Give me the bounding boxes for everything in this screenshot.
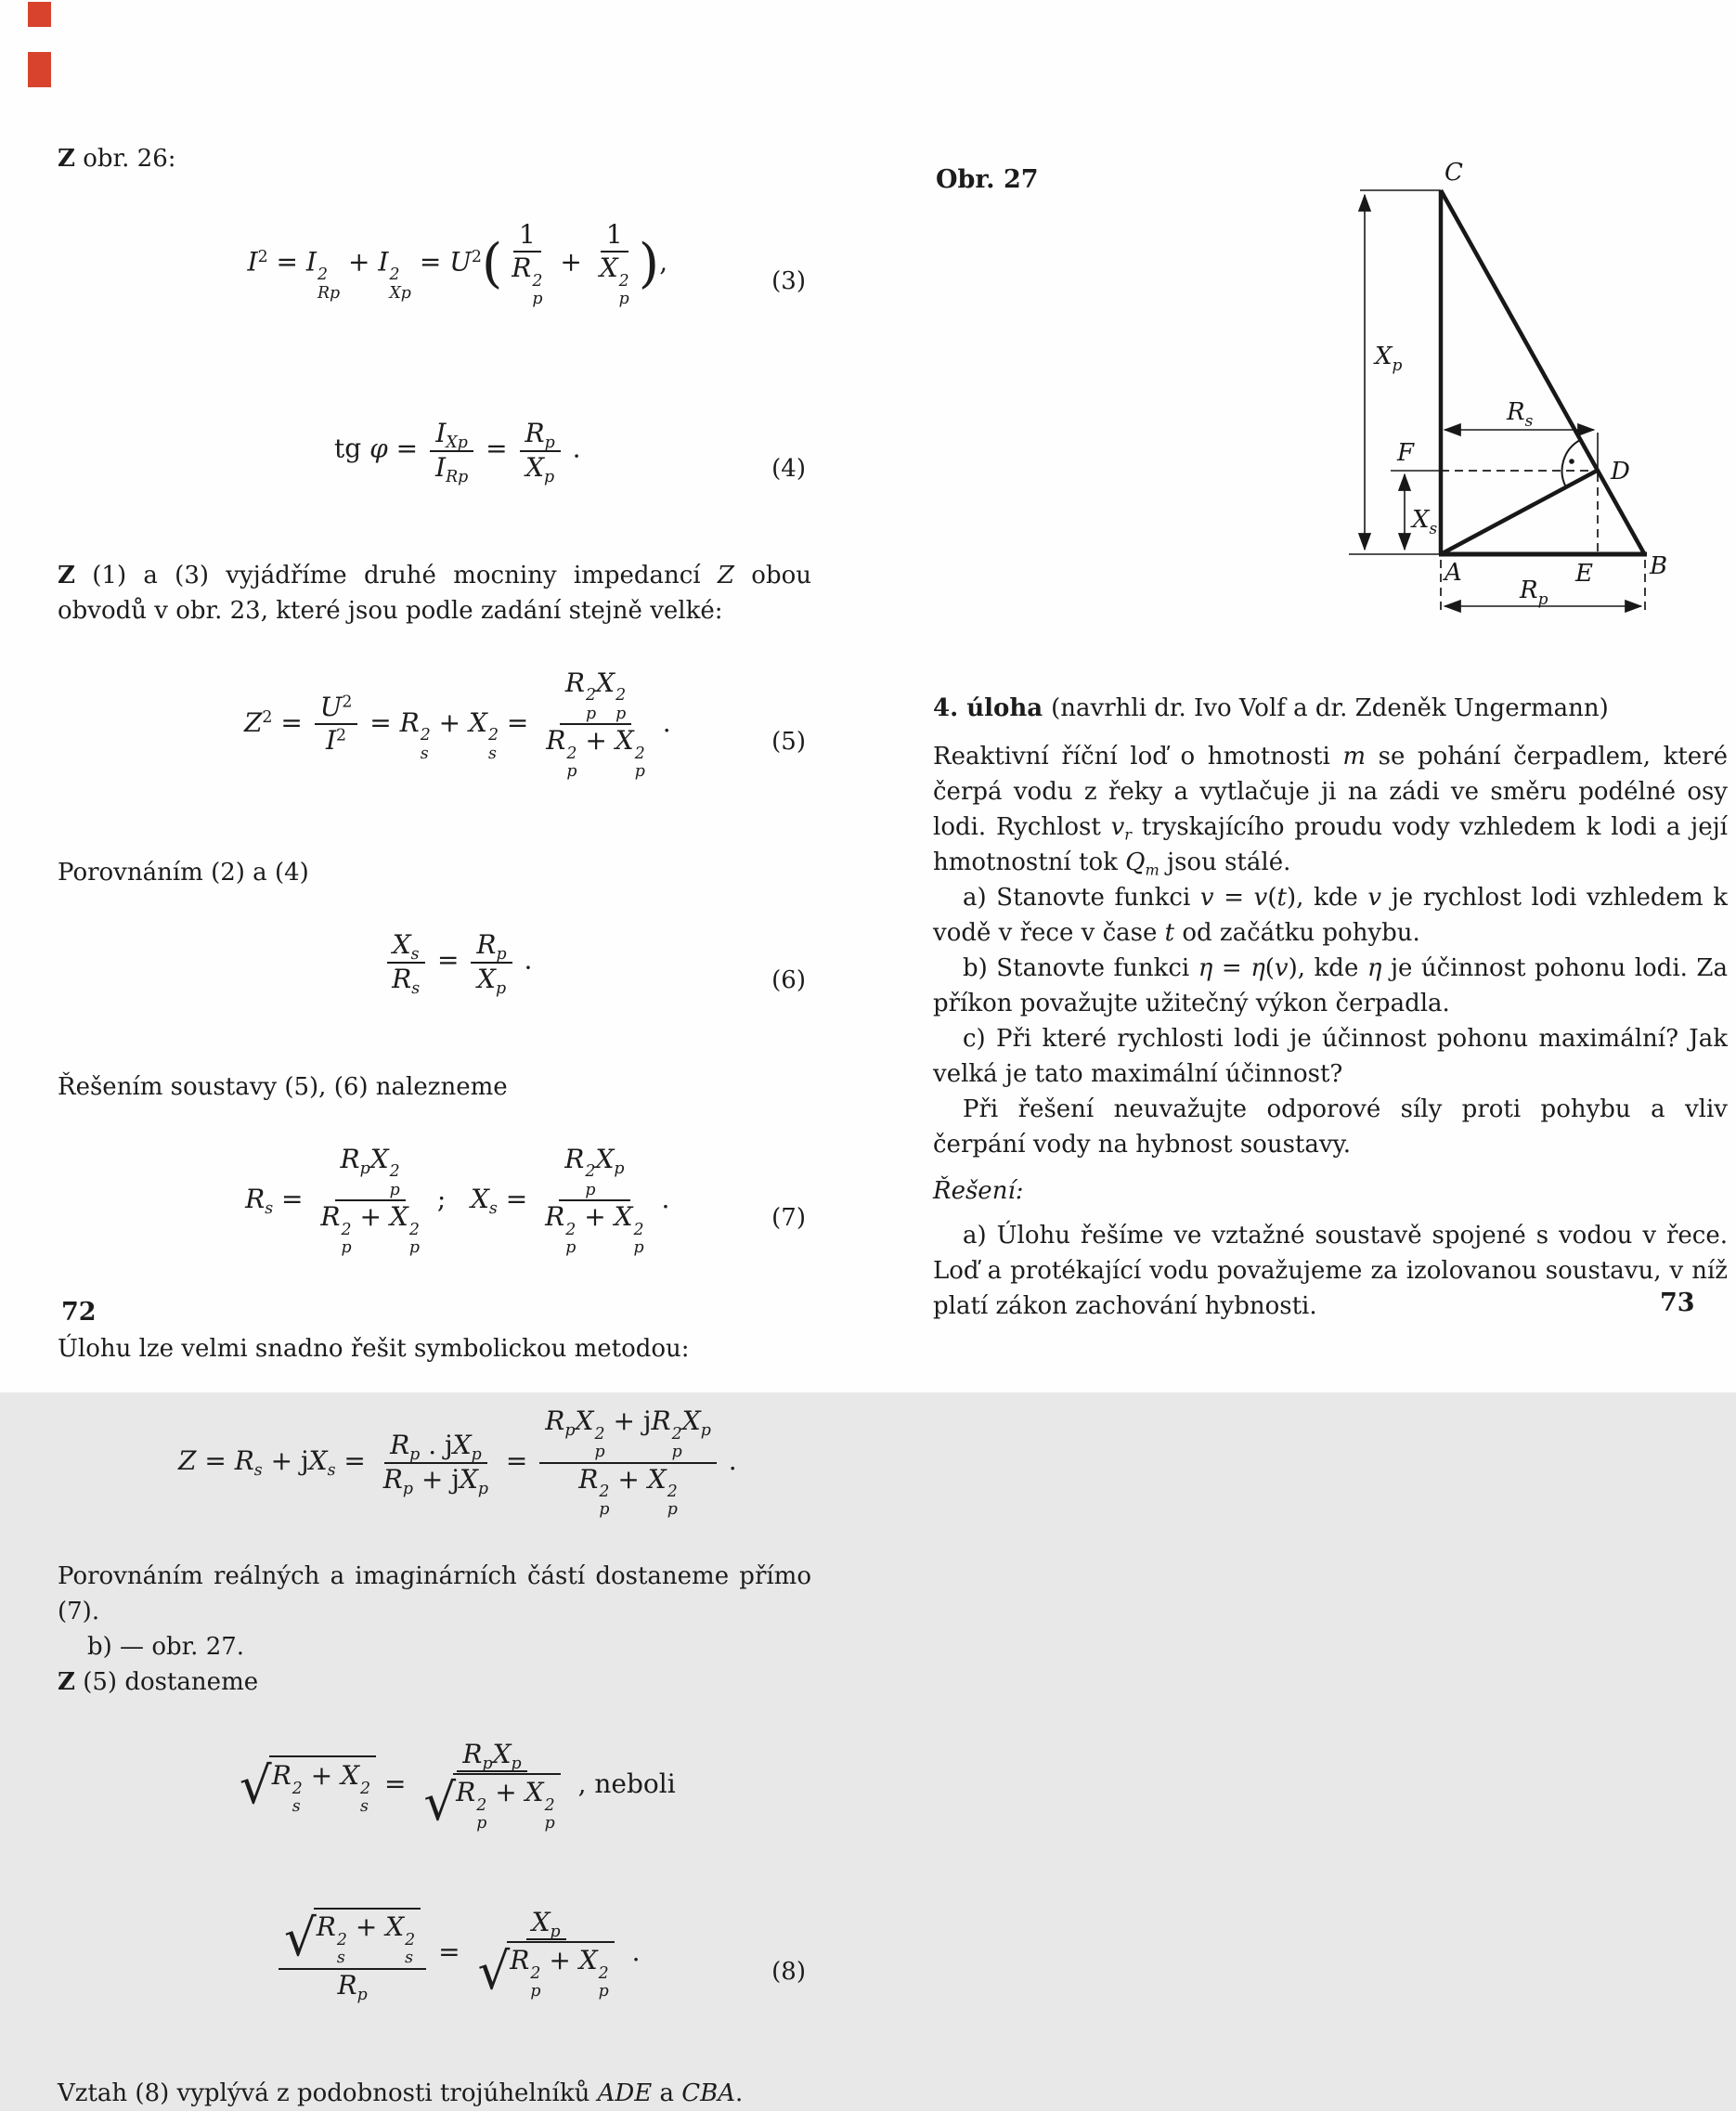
equation-8a-body: √ R 2 s + X 2 s = $R_pX_p$ √ R 2 p + X 2 p , neboli bbox=[239, 1738, 676, 1833]
equation-7-number: (7) bbox=[771, 1204, 806, 1232]
equation-8-number: (8) bbox=[771, 1957, 806, 1986]
figure-label-Rs: $R_s$ bbox=[1507, 398, 1534, 431]
problem-4-item-b: b) Stanovte funkci η = η(v), kde η je účinnost pohonu lodi. Za příkon považujte užitečný výkon čerpadla. bbox=[933, 954, 1728, 1017]
equation-8b bbox=[58, 1871, 811, 2071]
page-right bbox=[933, 691, 1728, 1324]
equation-5 bbox=[58, 632, 811, 852]
paragraph-item-b: b) — obr. 27. bbox=[87, 1632, 245, 1661]
scan-mark-red bbox=[28, 52, 51, 87]
equation-3-number: (3) bbox=[771, 267, 806, 296]
solution-item-a: a) Úlohu řešíme ve vztažné soustavě spojené s vodou v řece. Loď a protékající vodu považujeme za izolovanou soustavu, v níž platí zákon zachování hybnosti. bbox=[933, 1222, 1728, 1320]
equation-3-body: $I^2 = I$ 2 Rp + I 2 Xp = $U^2$( 1 R 2 p + 1 X 2 p ), bbox=[247, 219, 668, 309]
equation-4-body: tg φ = $\frac{I_{Xp}}{I_{Rp}}$ = $\frac{R_p}{X_p}$ . bbox=[334, 418, 581, 486]
paragraph-solving-system: Řešením soustavy (5), (6) nalezneme bbox=[58, 1072, 508, 1101]
right-angle-dot bbox=[1569, 459, 1574, 464]
problem-4-statement: Reaktivní říční loď o hmotnosti m se pohání čerpadlem, které čerpá vodu z řeky a vytlačuje ji na zádi ve směru podélné osy lodi. Rychlost $v_r$ tryskajícího proudu vody vzhledem k lodi a její hmotnostní tok $Q_m$ jsou stálé. bbox=[933, 743, 1728, 879]
figure-label-C: C bbox=[1445, 159, 1463, 187]
problem-4-heading: 4. úloha (navrhli dr. Ivo Volf a dr. Zdeněk Ungermann) bbox=[933, 694, 1609, 722]
equation-6 bbox=[58, 894, 811, 1065]
paragraph-from-5: Z (5) dostaneme bbox=[58, 1667, 259, 1696]
figure-label-A: A bbox=[1445, 559, 1462, 587]
paragraph-impedance: Z (1) a (3) vyjádříme druhé mocniny impedancí Z obou obvodů v obr. 23, které jsou podle zadání stejně velké: bbox=[58, 561, 811, 625]
intro-line: Z obr. 26: bbox=[58, 145, 176, 173]
problem-4-item-c: c) Při které rychlosti lodi je účinnost pohonu maximální? Jak velká je tato maximální účinnost? bbox=[933, 1025, 1728, 1088]
equation-symbolic bbox=[58, 1370, 811, 1555]
equation-8b-body: √ R 2 s + X 2 s $R_p$ = $X_p$ √ R 2 p + X 2 p . bbox=[275, 1907, 641, 2001]
equation-8a bbox=[58, 1703, 811, 1868]
figure-label-B: B bbox=[1650, 552, 1668, 580]
figure-label-E: E bbox=[1575, 560, 1593, 588]
equation-5-body: $Z^2$ = $\frac{U^2}{I^2}$ = R 2 s + X 2 s = R 2 p X 2 p R 2 p + X 2 p . bbox=[243, 667, 671, 781]
problem-4-item-a: a) Stanovte funkci v = v(t), kde v je rychlost lodi vzhledem k vodě v řece v čase t od začátku pohybu. bbox=[933, 884, 1728, 947]
figure-caption: Obr. 27 bbox=[936, 165, 1039, 194]
paragraph-symbolic-method: Úlohu lze velmi snadno řešit symbolickou metodou: bbox=[58, 1335, 690, 1364]
page-left bbox=[58, 141, 811, 2111]
page-number-72: 72 bbox=[61, 1298, 97, 1327]
figure-label-F: F bbox=[1396, 439, 1414, 467]
scan-mark-red bbox=[28, 2, 51, 27]
paragraph-real-imaginary: Porovnáním reálných a imaginárních částí dostaneme přímo (7). bbox=[58, 1561, 811, 1625]
figure-obr-27 bbox=[1323, 111, 1671, 631]
figure-label-Rp: $R_p$ bbox=[1520, 576, 1548, 609]
figure-label-Xp: $X_p$ bbox=[1375, 343, 1403, 375]
figure-label-Xs: $X_s$ bbox=[1412, 506, 1438, 538]
page-number-73: 73 bbox=[1660, 1289, 1695, 1317]
segment-AD bbox=[1441, 470, 1599, 554]
equation-5-number: (5) bbox=[771, 728, 806, 757]
problem-4-note: Při řešení neuvažujte odporové síly proti pohybu a vliv čerpání vody na hybnost soustavy. bbox=[933, 1095, 1728, 1159]
equation-4 bbox=[58, 382, 811, 553]
paragraph-similar-triangles: Vztah (8) vyplývá z podobnosti trojúhelníků ADE a CBA. bbox=[58, 2079, 744, 2107]
equation-3 bbox=[58, 184, 811, 379]
paragraph-comparison: Porovnáním (2) a (4) bbox=[58, 859, 309, 887]
equation-symbolic-body: $Z = R_s + jX_s$ = $\frac{R_p . jX_p}{R_p + jX_p}$ = $R_pX$ 2 p + jR 2 p $X_p$ R 2 p + X 2 p . bbox=[177, 1405, 737, 1520]
figure-label-D: D bbox=[1611, 458, 1630, 486]
solution-label: Řešení: bbox=[933, 1177, 1024, 1205]
equation-7 bbox=[58, 1108, 811, 1328]
equation-4-number: (4) bbox=[771, 454, 806, 483]
equation-6-body: $\frac{X_s}{R_s}$ = $\frac{R_p}{X_p}$ . bbox=[382, 929, 532, 994]
equation-6-number: (6) bbox=[771, 965, 806, 994]
equation-7-body: $R_s$ = $R_pX$ 2 p R 2 p + X 2 p ; $X_s$ = R 2 p $X_p$ R 2 p + X 2 p . bbox=[245, 1143, 670, 1257]
